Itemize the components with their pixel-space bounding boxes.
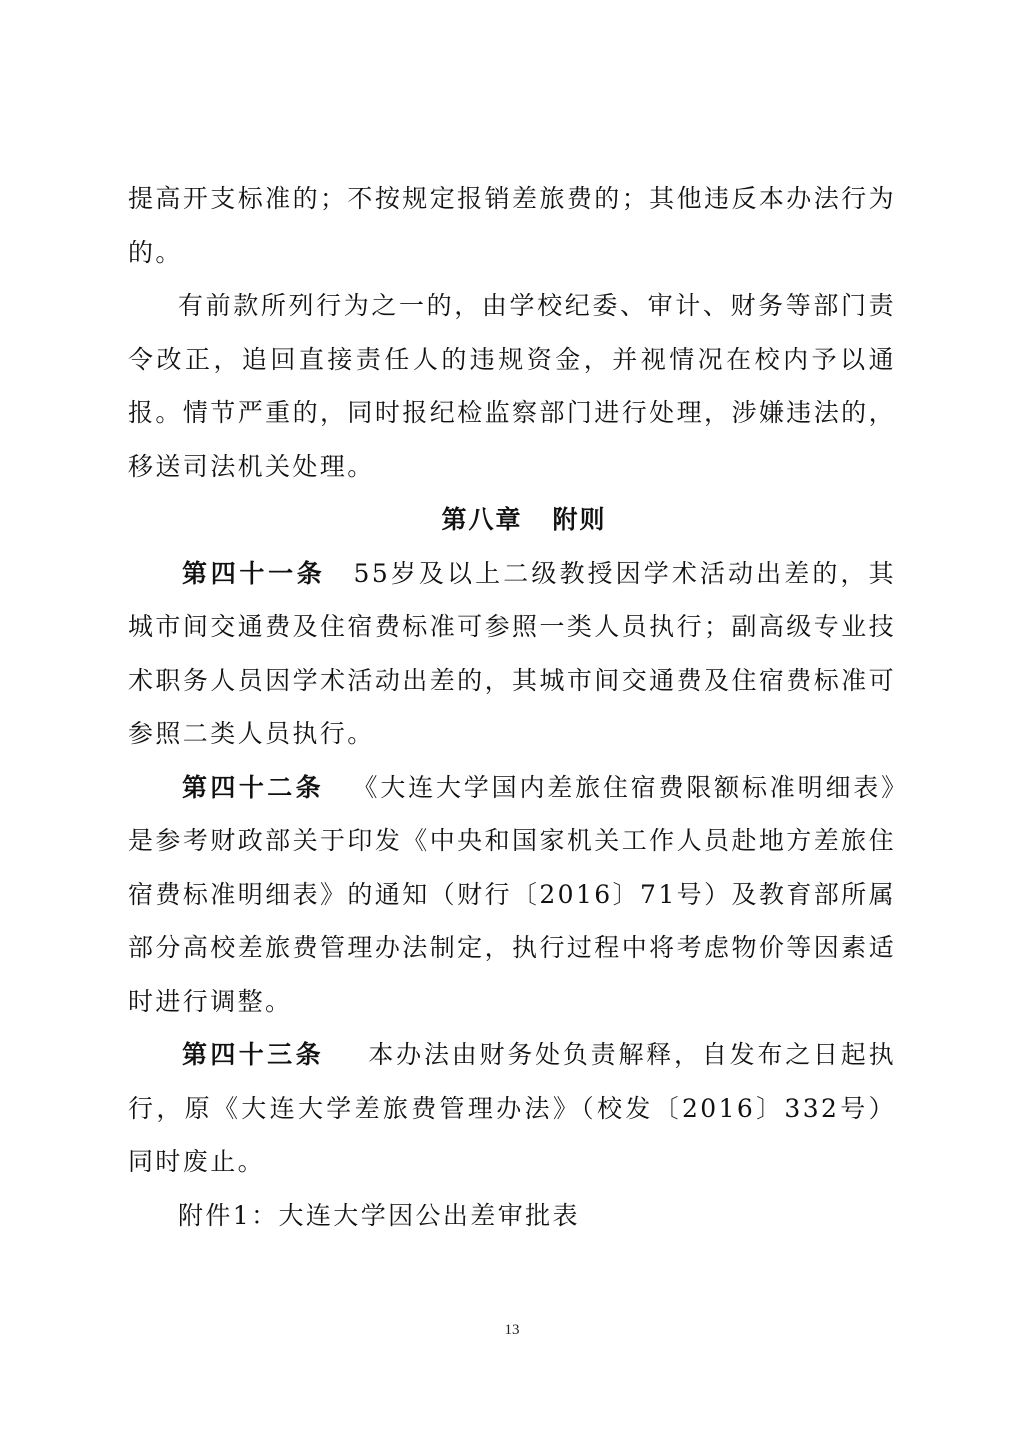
article-43: [128, 1028, 896, 1189]
article-text: 《大连大学国内差旅住宿费限额标准明细表》是参考财政部关于印发《中央和国家机关工作人员赴地方差旅住宿费标准明细表》的通知（财行〔2016〕71号）及教育部所属部分高校差旅费管理办法制定，执行过程中将考虑物价等因素适时进行调整。: [128, 772, 896, 1016]
attachment-line: 附件1：大连大学因公出差审批表: [178, 1200, 580, 1230]
article-label: 第四十三条: [182, 1040, 324, 1069]
article-label: 第四十一条: [182, 558, 326, 588]
article-label: 第四十二条: [182, 772, 325, 802]
paragraph-continuation: 提高开支标准的；不按规定报销差旅费的；其他违反本办法行为的。: [128, 184, 896, 267]
chapter-title: 附则: [552, 505, 607, 534]
article-text: 本办法由财务处负责解释，自发布之日起执行，原《大连大学差旅费管理办法》（校发〔2016〕332号）同时废止。: [128, 1040, 896, 1176]
chapter-number: 第八章: [441, 505, 523, 534]
document-body: [128, 172, 896, 1242]
paragraph-penalty: 有前款所列行为之一的，由学校纪委、审计、财务等部门责令改正，追回直接责任人的违规资金，并视情况在校内予以通报。情节严重的，同时报纪检监察部门进行处理，涉嫌违法的，移送司法机关处理。: [128, 291, 896, 481]
article-41: [128, 547, 896, 761]
article-42: [128, 761, 896, 1029]
article-text: 55岁及以上二级教授因学术活动出差的，其城市间交通费及住宿费标准可参照一类人员执行；副高级专业技术职务人员因学术活动出差的，其城市间交通费及住宿费标准可参照二类人员执行。: [128, 558, 896, 748]
chapter-heading: [128, 493, 896, 547]
page-number: 13: [504, 1322, 520, 1338]
